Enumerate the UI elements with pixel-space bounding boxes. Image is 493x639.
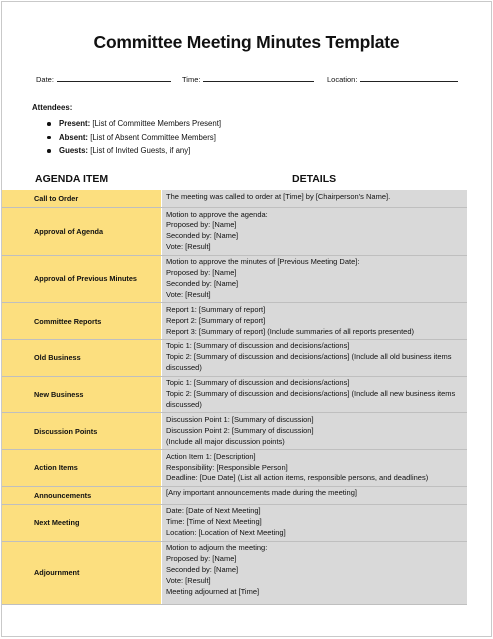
attendees-heading: Attendees:	[32, 103, 73, 112]
details-line: Action Item 1: [Description]	[166, 451, 256, 461]
agenda-item-cell: New Business	[2, 377, 161, 413]
details-line: Meeting adjourned at [Time]	[166, 586, 260, 596]
details-cell	[161, 450, 467, 486]
details-line: Proposed by: [Name]	[166, 553, 237, 563]
details-line: Topic 1: [Summary of discussion and decisions/actions]	[166, 341, 350, 351]
details-line: Report 2: [Summary of report]	[166, 315, 266, 325]
agenda-item-cell: Call to Order	[2, 190, 161, 207]
details-line: Discussion Point 2: [Summary of discussion]	[166, 425, 314, 435]
agenda-table	[2, 190, 467, 605]
details-column-header: DETAILS	[292, 173, 337, 185]
attendee-present-text: [List of Committee Members Present]	[92, 119, 222, 128]
agenda-column-header: AGENDA ITEM	[35, 173, 109, 185]
agenda-item-cell: Adjournment	[2, 542, 161, 604]
date-blank-line	[57, 74, 171, 82]
details-line: Seconded by: [Name]	[166, 564, 239, 574]
details-line: Proposed by: [Name]	[166, 268, 237, 278]
agenda-item-cell: Announcements	[2, 487, 161, 504]
details-line: Motion to approve the minutes of [Previous Meeting Date]:	[166, 257, 360, 267]
details-cell	[161, 340, 467, 376]
agenda-item-cell: Approval of Agenda	[2, 208, 161, 255]
location-field[interactable]	[327, 74, 458, 84]
attendee-guests-label: Guests:	[59, 146, 89, 156]
details-cell	[161, 190, 467, 207]
agenda-item-cell: Action Items	[2, 450, 161, 486]
document-page	[1, 1, 492, 637]
details-line: Report 3: [Summary of report] (Include summaries of all reports presented)	[166, 326, 415, 336]
attendee-guests-text: [List of Invited Guests, if any]	[90, 146, 191, 156]
details-line: Time: [Time of Next Meeting]	[166, 517, 262, 527]
details-line: Responsibility: [Responsible Person]	[166, 462, 288, 472]
table-row	[2, 450, 467, 487]
page-title: Committee Meeting Minutes Template	[93, 32, 400, 52]
agenda-item-cell: Next Meeting	[2, 505, 161, 541]
table-row	[2, 303, 467, 340]
details-line: The meeting was called to order at [Time] by [Chairperson's Name].	[166, 191, 391, 201]
details-line: (Include all major discussion points)	[166, 436, 285, 446]
attendees-section	[32, 103, 221, 158]
details-line: Seconded by: [Name]	[166, 278, 239, 288]
details-line: Vote: [Result]	[166, 242, 211, 252]
details-cell	[161, 413, 467, 449]
table-row	[2, 377, 467, 414]
table-row	[2, 190, 467, 208]
attendee-absent-label: Absent:	[59, 132, 89, 142]
details-line: Vote: [Result]	[166, 575, 211, 585]
details-line: Discussion Point 1: [Summary of discussion]	[166, 414, 314, 424]
table-row	[2, 208, 467, 256]
location-label: Location:	[327, 75, 358, 84]
agenda-item-cell: Discussion Points	[2, 413, 161, 449]
location-blank-line	[360, 74, 458, 82]
table-row	[2, 542, 467, 605]
date-field[interactable]	[36, 74, 171, 84]
details-cell	[161, 208, 467, 255]
attendee-guests	[46, 144, 221, 158]
attendees-list	[32, 117, 221, 158]
table-row	[2, 505, 467, 542]
details-line: Location: [Location of Next Meeting]	[166, 528, 286, 538]
table-row	[2, 340, 467, 377]
table-row	[2, 256, 467, 304]
details-cell	[161, 542, 467, 604]
details-cell	[161, 487, 467, 504]
details-cell	[161, 505, 467, 541]
time-field[interactable]	[182, 74, 314, 84]
details-line: Vote: [Result]	[166, 289, 211, 299]
attendee-present-label: Present:	[59, 119, 91, 128]
details-line: Date: [Date of Next Meeting]	[166, 506, 261, 516]
details-cell	[161, 303, 467, 339]
details-line: Topic 2: [Summary of discussion and decisions/actions] (Include all old business items discussed)	[166, 352, 452, 373]
agenda-item-cell: Approval of Previous Minutes	[2, 256, 161, 303]
details-line: Topic 1: [Summary of discussion and decisions/actions]	[166, 378, 350, 388]
details-line: Topic 2: [Summary of discussion and decisions/actions] (Include all new business items discussed)	[166, 389, 456, 409]
details-line: Report 1: [Summary of report]	[166, 304, 266, 314]
details-line: Motion to adjourn the meeting:	[166, 543, 268, 553]
table-row	[2, 487, 467, 505]
agenda-item-cell: Committee Reports	[2, 303, 161, 339]
attendee-present	[46, 117, 221, 131]
details-line: Motion to approve the agenda:	[166, 209, 268, 219]
details-line: Proposed by: [Name]	[166, 220, 237, 230]
table-row	[2, 413, 467, 450]
time-label: Time:	[182, 75, 201, 84]
attendee-absent-text: [List of Absent Committee Members]	[90, 132, 216, 142]
details-line: [Any important announcements made during the meeting]	[166, 488, 357, 498]
details-cell	[161, 256, 467, 303]
details-line: Seconded by: [Name]	[166, 231, 239, 241]
time-blank-line	[203, 74, 314, 82]
details-line: Deadline: [Due Date] (List all action items, responsible persons, and deadlines)	[166, 473, 429, 483]
details-cell	[161, 377, 467, 413]
date-label: Date:	[36, 75, 54, 84]
attendee-absent	[46, 131, 221, 145]
agenda-item-cell: Old Business	[2, 340, 161, 376]
